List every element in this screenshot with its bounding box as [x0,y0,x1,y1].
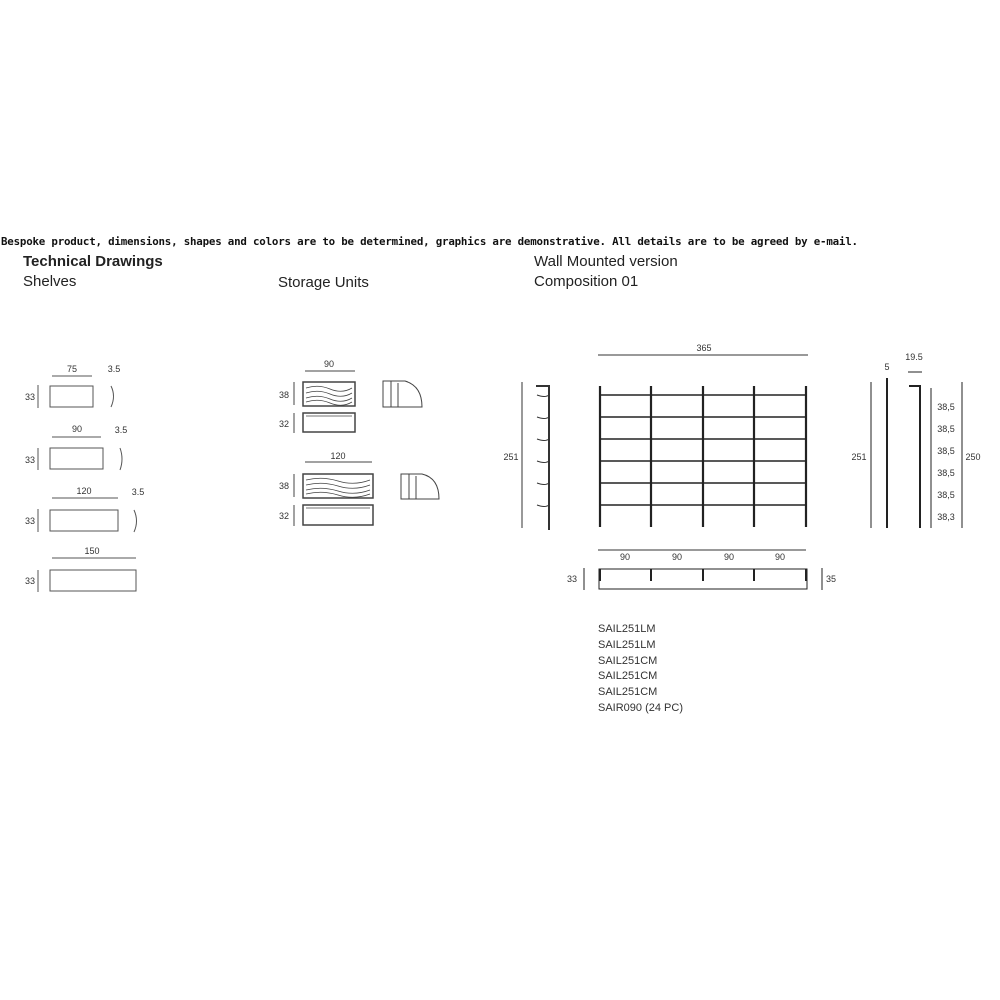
upright-depth-label: 5 [884,362,890,372]
bay-width-label: 90 [723,552,735,562]
shelf-75-width-label: 75 [66,364,78,374]
plan-depth-right-label: 35 [825,574,837,584]
spacing-label: 38,5 [937,468,955,478]
storage-unit-90 [294,371,422,433]
storage-120-height-bottom-label: 32 [278,511,290,521]
shelf-120-thickness-label: 3.5 [131,487,145,497]
shelf-150 [38,558,136,592]
bay-width-label: 90 [774,552,786,562]
shelf-120-height-label: 33 [24,516,36,526]
spacing-label: 38,5 [937,424,955,434]
product-code: SAIL251LM [598,623,656,635]
storage-90-width-label: 90 [323,359,335,369]
composition-plan-view [584,568,822,590]
storage-units-heading: Storage Units [278,274,369,291]
wall-mounted-heading: Wall Mounted version [534,253,678,270]
composition-heading: Composition 01 [534,273,639,290]
product-code: SAIL251CM [598,686,658,699]
storage-unit-120 [294,462,439,526]
total-width-label: 365 [696,343,712,353]
plan-depth-left-label: 33 [566,574,578,584]
composition-front-elevation [600,386,806,527]
bay-width-label: 90 [671,552,683,562]
shelf-75-thickness-label: 3.5 [107,364,121,374]
bay-width-label: 90 [619,552,631,562]
shelf-75-height-label: 33 [24,392,36,402]
storage-90-height-bottom-label: 32 [278,419,290,429]
storage-120-height-top-label: 38 [278,481,290,491]
product-code-list [598,622,683,717]
composition-side-view [522,382,549,530]
side-height-label: 251 [503,452,519,462]
shelf-150-height-label: 33 [24,576,36,586]
product-code: SAIR090 (24 PC) [598,701,683,714]
shelf-90-width-label: 90 [71,424,83,434]
product-code: SAIL251CM [598,670,658,683]
product-code: SAIL251CM [598,654,658,667]
storage-120-width-label: 120 [330,451,346,461]
shelf-120-width-label: 120 [76,486,92,496]
spacing-label: 38,5 [937,490,955,500]
spacing-label: 38,3 [937,512,955,522]
shelves-heading: Shelves [23,273,77,290]
disclaimer-text: Bespoke product, dimensions, shapes and colors are to be determined, graphics are demonstrative. All details are to be agreed by e-mail. [1,235,858,248]
shelf-75 [38,376,114,408]
product-code: SAIL251LM [598,638,656,651]
storage-90-height-top-label: 38 [278,390,290,400]
shelf-90-height-label: 33 [24,455,36,465]
bracket-depth-label: 19.5 [905,352,923,362]
shelf-150-width-label: 150 [84,546,100,556]
spacing-label: 38,5 [937,446,955,456]
upright-height-label: 251 [851,452,867,462]
total-height-label: 250 [965,452,981,462]
shelf-90-thickness-label: 3.5 [114,425,128,435]
shelf-120 [38,498,137,532]
technical-drawings-heading: Technical Drawings [23,253,163,270]
spacing-label: 38,5 [937,402,955,412]
shelf-90 [38,437,122,470]
